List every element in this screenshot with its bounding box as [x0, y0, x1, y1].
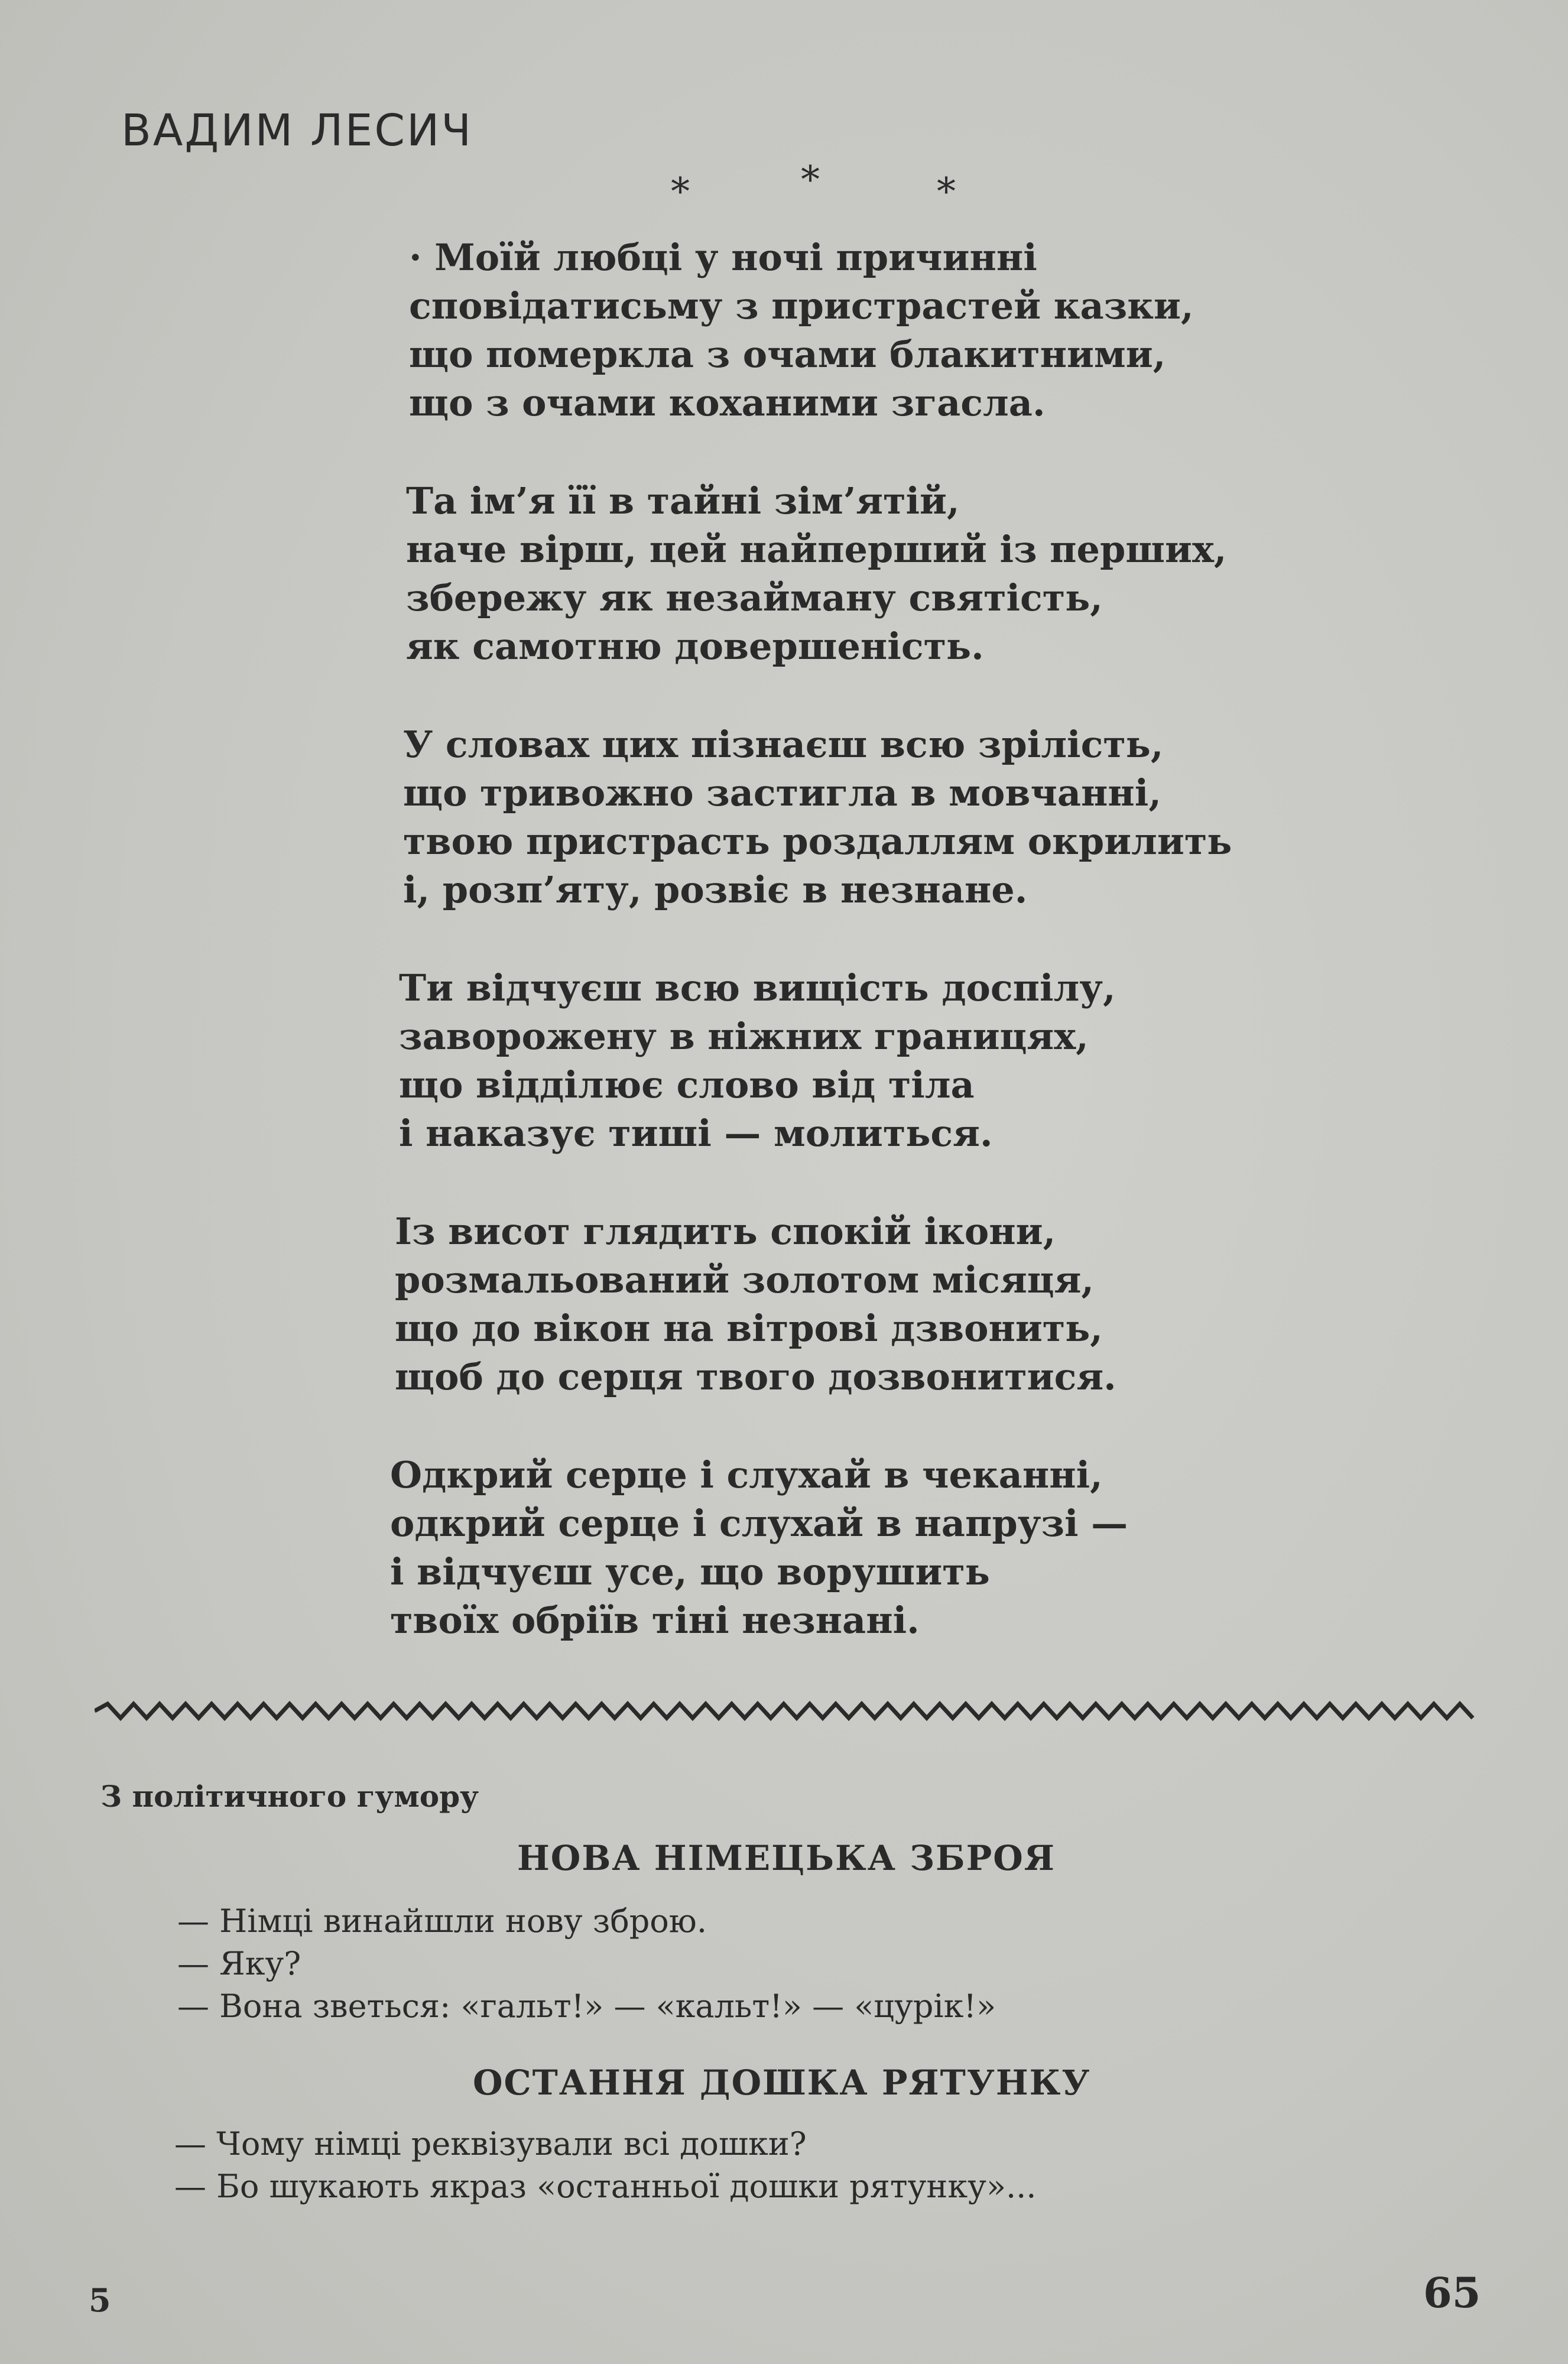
- poem-line: одкрий серце і слухай в напрузі —: [390, 1502, 1128, 1545]
- poem-line: що з очами коханими згасла.: [409, 381, 1046, 424]
- poem-stanza: [409, 233, 1395, 427]
- asterisk: *: [671, 170, 690, 214]
- page-number: 65: [1423, 2268, 1481, 2317]
- dialogue-line: — Німці винайшли нову зброю.: [177, 1902, 707, 1940]
- section-label: З політичного гумору: [100, 1779, 479, 1814]
- poem-stanza: [403, 720, 1395, 914]
- poem-line: що померкла з очами блакитними,: [409, 333, 1166, 376]
- poem-line: У словах цих пізнаєш всю зрілість,: [403, 723, 1164, 766]
- wavy-divider: [95, 1699, 1483, 1723]
- author-name: ВАДИМ ЛЕСИЧ: [121, 105, 473, 156]
- joke-dialogue: [174, 2123, 1036, 2208]
- asterisk: *: [801, 158, 820, 202]
- poem-line: Одкрий серце і слухай в чеканні,: [390, 1453, 1103, 1496]
- poem-line: щоб до серця твого дозвонитися.: [395, 1355, 1116, 1398]
- joke-title: ОСТАННЯ ДОШКА РЯТУНКУ: [473, 2063, 1091, 2103]
- joke-title: НОВА НІМЕЦЬКА ЗБРОЯ: [517, 1838, 1056, 1878]
- poem-line: Ти відчуєш всю вищість доспілу,: [399, 966, 1116, 1009]
- poem-line: що відділює слово від тіла: [399, 1063, 975, 1106]
- dialogue-line: — Яку?: [177, 1945, 301, 1982]
- poem-line: заворожену в ніжних границях,: [399, 1015, 1089, 1058]
- poem-line: розмальований золотом місяця,: [395, 1258, 1094, 1301]
- poem-line: що тривожно застигла в мовчанні,: [403, 771, 1161, 814]
- poem-line: Та ім’я її в тайні зім’ятій,: [406, 479, 960, 522]
- signature-mark: 5: [89, 2281, 111, 2319]
- poem-stanza: [395, 1207, 1395, 1401]
- poem-line: твоїх обріїв тіні незнані.: [390, 1599, 920, 1642]
- poem-line: і наказує тиші — молиться.: [399, 1112, 993, 1155]
- poem-line: збережу як незайману святість,: [406, 576, 1103, 619]
- poem-line: наче вірш, цей найперший із перших,: [406, 528, 1227, 571]
- asterisk: *: [937, 170, 956, 214]
- joke-dialogue: [177, 1900, 996, 2028]
- poem-line: твою пристрасть роздаллям окрилить: [403, 820, 1232, 863]
- poem-stanza: [399, 964, 1395, 1158]
- poem-line: що до вікон на вітрові дзвонить,: [395, 1307, 1103, 1350]
- asterism-divider: [591, 158, 956, 214]
- poem-line: як самотню довершеність.: [406, 625, 984, 668]
- dialogue-line: — Вона зветься: «гальт!» — «кальт!» — «цурік!»: [177, 1988, 996, 2025]
- poem-stanza: [406, 477, 1395, 671]
- poem-line: Із висот глядить спокій ікони,: [395, 1210, 1056, 1253]
- poem-line: · Моїй любці у ночі причинні: [409, 236, 1037, 279]
- dialogue-line: — Бо шукають якраз «останньої дошки рятунку»...: [174, 2168, 1037, 2205]
- dialogue-line: — Чому німці реквізували всі дошки?: [174, 2125, 807, 2162]
- poem-line: і відчуєш усе, що ворушить: [390, 1550, 990, 1593]
- poem: [390, 233, 1395, 1694]
- poem-stanza: [390, 1451, 1395, 1645]
- poem-line: сповідатисьму з пристрастей казки,: [409, 284, 1194, 327]
- poem-line: і, розп’яту, розвіє в незнане.: [403, 868, 1028, 911]
